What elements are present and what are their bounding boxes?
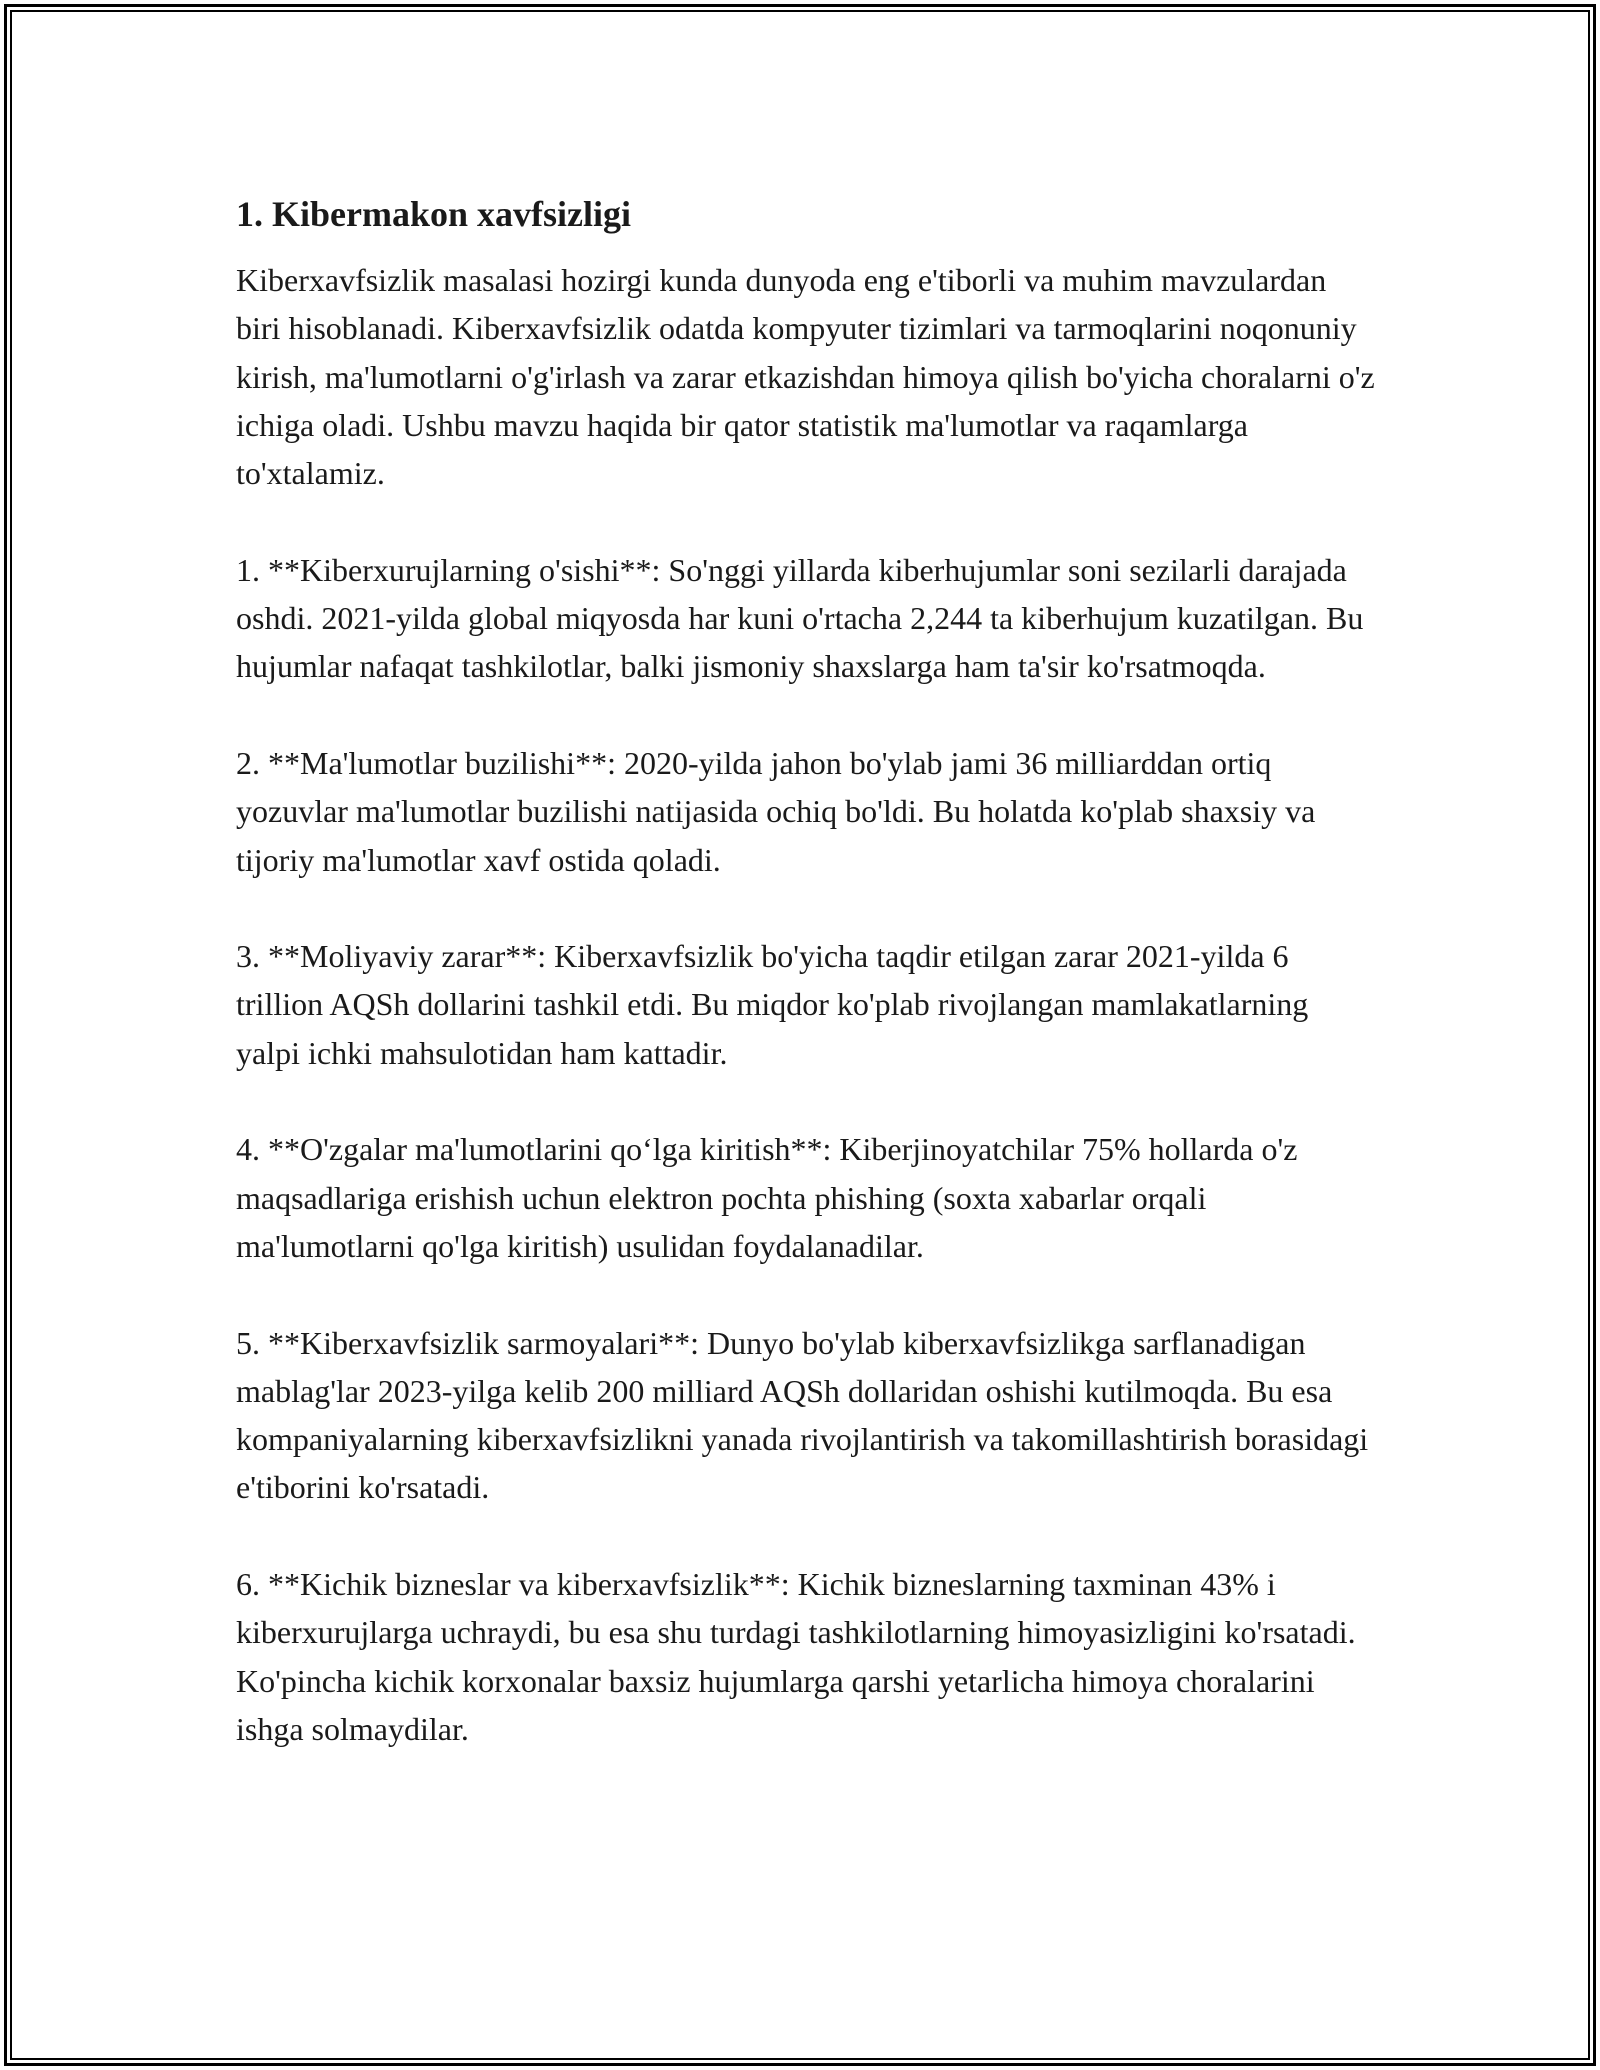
document-body (236, 188, 1376, 1802)
paragraph-item-3: 3. **Moliyaviy zarar**: Kiberxavfsizlik bo'yicha taqdir etilgan zarar 2021-yilda 6 trillion AQSh dollarini tashkil etdi. Bu miqdor ko'plab rivojlangan mamlakatlarning yalpi ichki mahsulotidan ham kattadir. (236, 938, 1309, 1071)
paragraph-item-4: 4. **O'zgalar ma'lumotlarini qo‘lga kiritish**: Kiberjinoyatchilar 75% hollarda o'z maqsadlariga erishish uchun elektron pochta phishing (soxta xabarlar orqali ma'lumotlarni qo'lga kiritish) usulidan foydalanadilar. (236, 1131, 1298, 1264)
document-title: 1. Kibermakon xavfsizligi (236, 194, 631, 234)
paragraph-item-6: 6. **Kichik bizneslar va kiberxavfsizlik**: Kichik bizneslarning taxminan 43% i kiberxurujlarga uchraydi, bu esa shu turdagi tashkilotlarning himoyasizligini ko'rsatadi. Ko'pincha kichik korxonalar baxsiz hujumlarga qarshi yetarlicha himoya choralarini ishga solmaydilar. (236, 1566, 1356, 1747)
intro-paragraph: Kiberxavfsizlik masalasi hozirgi kunda dunyoda eng e'tiborli va muhim mavzulardan biri hisoblanadi. Kiberxavfsizlik odatda kompyuter tizimlari va tarmoqlarini noqonuniy kirish, ma'lumotlarni o'g'irlash va zarar etkazishdan himoya qilish bo'yicha choralarni o'z ichiga oladi. Ushbu mavzu haqida bir qator statistik ma'lumotlar va raqamlarga to'xtalamiz. (236, 262, 1375, 492)
paragraph-item-1: 1. **Kiberxurujlarning o'sishi**: So'nggi yillarda kiberhujumlar soni sezilarli darajada oshdi. 2021-yilda global miqyosda har kuni o'rtacha 2,244 ta kiberhujum kuzatilgan. Bu hujumlar nafaqat tashkilotlar, balki jismoniy shaxslarga ham ta'sir ko'rsatmoqda. (236, 551, 1364, 685)
paragraph-item-2: 2. **Ma'lumotlar buzilishi**: 2020-yilda jahon bo'ylab jami 36 milliarddan ortiq yozuvlar ma'lumotlar buzilishi natijasida ochiq bo'ldi. Bu holatda ko'plab shaxsiy va tijoriy ma'lumotlar xavf ostida qoladi. (236, 744, 1316, 878)
paragraph-item-5: 5. **Kiberxavfsizlik sarmoyalari**: Dunyo bo'ylab kiberxavfsizlikga sarflanadigan mablag'lar 2023-yilga kelib 200 milliard AQSh dollaridan oshishi kutilmoqda. Bu esa kompaniyalarning kiberxavfsizlikni yanada rivojlantirish va takomillashtirish borasidagi e'tiborini ko'rsatadi. (236, 1324, 1369, 1506)
